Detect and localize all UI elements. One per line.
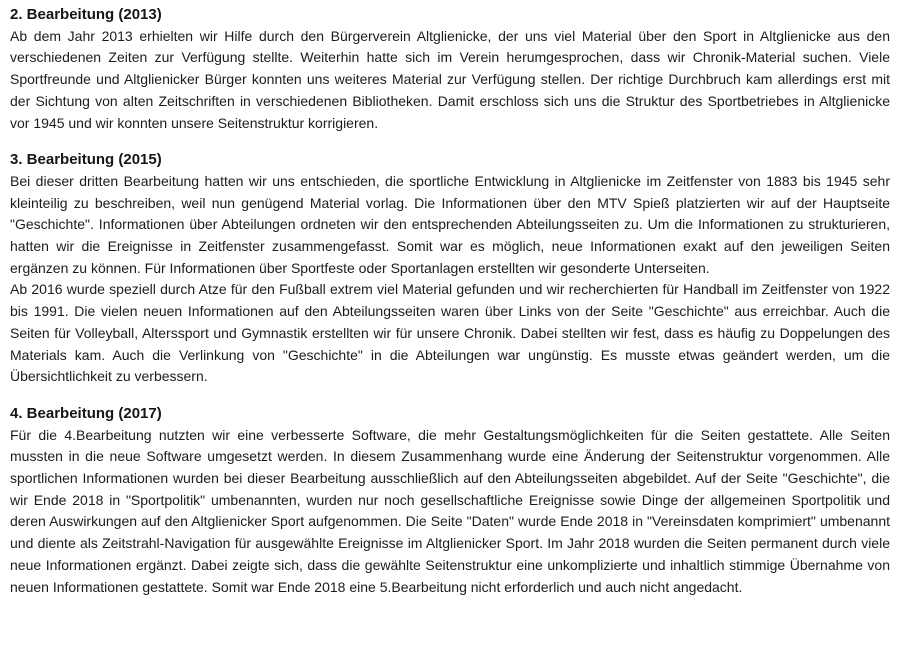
section-heading-2017: 4. Bearbeitung (2017) xyxy=(10,404,162,422)
section-bearbeitung-2015 xyxy=(10,149,890,388)
paragraph-2015-1: Bei dieser dritten Bearbeitung hatten wir uns entschieden, die sportliche Entwicklung in Altglienicke im Zeitfenster von 1883 bis 1945 sehr kleinteilig zu beschreiben, weil nun genügend Material vorlag. Die Informationen über den MTV Spieß platzierten wir auf der Hauptseite "Geschichte". Informationen über Abteilungen ordneten wir den entsprechenden Abteilungsseiten zu. Um die Informationen zu strukturieren, hatten wir die Ereignisse in Zeitfenster zusammengefasst. Somit war es möglich, neue Informationen exakt auf den jeweiligen Seiten ergänzen zu können. Für Informationen über Sportfeste oder Sportanlagen erstellten wir gesonderte Unterseiten. xyxy=(10,172,890,276)
section-bearbeitung-2013 xyxy=(10,4,890,134)
paragraph-2013-1: Ab dem Jahr 2013 erhielten wir Hilfe durch den Bürgerverein Altglienicke, der uns viel Material über den Sport in Altglienicke aus den verschiedenen Zeiten zur Verfügung stellte. Weiterhin hatte sich im Verein herumgesprochen, dass wir Chronik-Material suchen. Viele Sportfreunde und Altglienicker Bürger konnten uns weiteres Material zur Verfügung stellen. Der richtige Durchbruch kam allerdings erst mit der Sichtung von alten Zeitschriften in verschiedenen Bibliotheken. Damit erschloss sich uns die Struktur des Sportbetriebes in Altglienicke vor 1945 und wir konnten unsere Seitenstruktur korrigieren. xyxy=(10,27,890,131)
section-heading-2013: 2. Bearbeitung (2013) xyxy=(10,6,162,23)
section-bearbeitung-2017 xyxy=(10,403,890,598)
paragraph-2017-1: Für die 4.Bearbeitung nutzten wir eine verbesserte Software, die mehr Gestaltungsmöglichkeiten für die Seiten gestattete. Alle Seiten mussten in die neue Software umgesetzt werden. In diesem Zusammenhang wurde eine Änderung der Seitenstruktur vorgenommen. Alle sportlichen Informationen wurden bei dieser Bearbeitung ausschließlich auf den Abteilungsseiten abgebildet. Auf der Seite "Geschichte", die wir Ende 2018 in "Sportpolitik" umbenannten, wurden nur noch gesellschaftliche Ereignisse sowie Dinge der allgemeinen Sportpolitik und deren Auswirkungen auf den Altglienicker Sport aufgenommen. Die Seite "Daten" wurde Ende 2018 in "Vereinsdaten komprimiert" umbenannt und diente als Zeitstrahl-Navigation für ausgewählte Ereignisse im Altglienicker Sport. Im Jahr 2018 wurden die Seiten permanent durch viele neue Informationen ergänzt. Dabei zeigte sich, dass die gewählte Seitenstruktur eine unkomplizierte und inhaltlich stimmige Übernahme von neuen Informationen gestattete. Somit war Ende 2018 eine 5.Bearbeitung nicht erforderlich und auch nicht angedacht. xyxy=(10,426,890,595)
paragraph-2015-2: Ab 2016 wurde speziell durch Atze für den Fußball extrem viel Material gefunden und wir recherchierten für Handball im Zeitfenster von 1922 bis 1991. Die vielen neuen Informationen auf den Abteilungsseiten waren über Links von der Seite "Geschichte" aus erreichbar. Auch die Seiten für Volleyball, Alterssport und Gymnastik erstellten wir für unsere Chronik. Dabei stellten wir fest, dass es häufig zu Doppelungen des Materials kam. Auch die Verlinkung von "Geschichte" in die Abteilungen war ungünstig. Es musste etwas geändert werden, um die Übersichtlichkeit zu verbessern. xyxy=(10,281,890,385)
section-heading-2015: 3. Bearbeitung (2015) xyxy=(10,151,162,169)
